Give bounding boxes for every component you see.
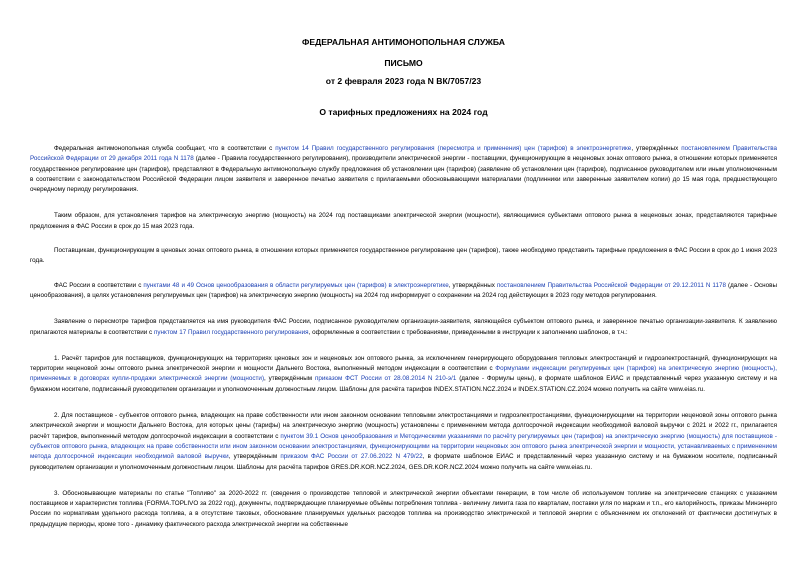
link-resolution-1178-short[interactable]: постановлением Правительства Российской Федерации от 29.12.2011 N 1178 [496,281,726,289]
paragraph-text: , оформленные в соответствии с требованиями, приведенными в инструкции к заполнению шаблонов, в т.ч.: [308,328,628,336]
paragraph-8: 3. Обосновывающие материалы по статье "Топливо" за 2020-2022 гг. (сведения о производстве тепловой и электрической энергии объектами генерации, в том числе об используемом топливе на электрические станциях с указанием поставщиков и характеристик топлива (FORMA.TOPLIVO за 2022 год), документы, подтверждающие планируемые объёмы потребления топлива - величину лимита газа по кварталам, поставки угля по маркам и т.п., его калорийность, приказы Минэнерго России по нормативам удельного расхода топлива, а в отсутствие таковых, обоснование планируемых удельных расходов топлива на производство электрической и тепловой энергии с объяснением их отклонений от фактически достигнутых в предыдущие периоды, кроме того - динамику фактического расхода электрической энергии на собственные [30,489,777,528]
link-fas-order-479[interactable]: приказом ФАС России от 27.06.2022 N 479/22 [280,453,423,461]
paragraph-text: , утверждённым [228,453,281,461]
paragraph-text: Федеральная антимонопольная служба сообщает, что в соответствии с [54,145,276,152]
paragraph-text: Заявление о пересмотре тарифов представляется на имя руководителя ФАС России, подписанное руководителем организации-заявителя, являющейся субъектом оптового рынка, и заверенное печатью организации-заявителя. К заявлению прилагаются материалы в соответствии с [30,318,777,336]
paragraph-text: (далее - Правила государственного регулирования), производители электрической энергии - поставщики, функционирующие в неценовых зонах оптового рынка, в отношении которых применяется государственное регулирование цен (тарифов), представляют в Федеральную антимонопольную службу предложения об установлении цен (тарифов) (заявление об установлении цен (тарифов), подписанное руководителем или иным уполномоченным в соответствии с законодательством Российской Федерации лицом заявителя и заверенное печатью заявителя с прилагаемыми обосновывающими материалами (подлинники или заверенные заявителем копии) до 15 мая года, предшествующего очередному периоду регулирования. [30,155,777,194]
paragraph-text: 2. Для поставщиков - субъектов оптового рынка, владеющих на праве собственности или ином законном основании тепловыми электростанциями и гидроэлектростанциями, функционирующими на территории неценовой зоны оптового рынка электрической энергии и мощности Дальнего Востока, для которых цены (тарифы) на электрическую энергию (мощность) установлены с применением метода долгосрочной индексации необходимой валовой выручки с 2021 и 2022 гг., прилагается расчёт тарифов, выполненный методом долгосрочной индексации в соответствии с [30,412,777,440]
document-type: ПИСЬМО [384,58,423,68]
link-rules-point-14[interactable]: пунктом 14 Правил государственного регулирования (пересмотра и применения) цен (тарифов) в электроэнергетике [275,145,632,152]
paragraph-text: (далее - Формулы цены), в формате шаблонов ЕИАС и представленный через указанную систему и на бумажном носителе, подписанный руководителем организации и уполномоченным должностным лицом. Шаблоны для расчёта тарифов INDEX.STATION.NCZ.2024 и INDEX.STATION.CZ.2024 можно получить на сайте www.eias.ru. [30,375,777,393]
link-resolution-1178[interactable]: постановлением Правительства Российской Федерации от 29 декабря 2011 года N 1178 [30,145,777,163]
link-rules-point-17[interactable]: пунктом 17 Правил государственного регулирования [153,328,309,336]
link-pricing-basics-48-49[interactable]: пунктами 48 и 49 Основ ценообразования в области регулируемых цен (тарифов) в электроэнергетике [143,281,449,289]
document-subject: О тарифных предложениях на 2024 год [319,107,488,117]
paragraph-text: (далее - Основы ценообразования), в целях установления регулируемых цен (тарифов) на электрическую энергию (мощность) на 2024 год информирует о сохранении на 2024 год действующих в 2023 году методов регулирования. [30,281,777,299]
paragraph-3: Поставщикам, функционирующим в ценовых зонах оптового рынка, в отношении которых применяется государственное регулирование цен (тарифов), также необходимо представить тарифные предложения в ФАС России в срок до 1 июня 2023 года. [30,247,777,265]
agency-title: ФЕДЕРАЛЬНАЯ АНТИМОНОПОЛЬНАЯ СЛУЖБА [302,37,505,47]
paragraph-text: , в формате шаблонов ЕИАС и представленный через указанную систему и на бумажном носителе, подписанный руководителем организации и уполномоченным должностным лицом. Шаблоны для расчёта тарифов GRES.DR.KOR.NCZ.2024, GES.DR.KOR.NCZ.2024 можно получить на сайте www.eias.ru. [30,453,777,471]
paragraph-text: , утверждённых [631,145,682,152]
link-fst-order-210[interactable]: приказом ФСТ России от 28.08.2014 N 210-э/1 [314,375,457,383]
link-pricing-basics-39-1[interactable]: пунктом 39.1 Основ ценообразования и Методическими указаниями по расчёту регулируемых цен (тарифов) на электрическую энергию (мощность) для поставщиков - субъектов оптового рынка, владеющих на праве собственности или ином законном основании электростанциями, функционирующими на территории неценовых зон оптового рынка электрической энергии и мощности, устанавливаемых с применением метода долгосрочной индексации необходимой валовой выручки [30,432,777,461]
paragraph-5 [30,317,777,338]
paragraph-text: ФАС России в соответствии с [54,281,144,289]
paragraph-6 [30,354,777,395]
document-body [30,144,777,546]
link-indexation-formulas[interactable]: Формулами индексации регулируемых цен (тарифов) на электрическую энергию (мощность), применяемых в договорах купли-продажи электрической энергии (мощности) [30,365,778,383]
paragraph-text: 1. Расчёт тарифов для поставщиков, функционирующих на территориях ценовых зон и неценовых зон оптового рынка, за исключением генерирующего оборудования тепловых электростанций и гидроэлектростанций, функционирующих на территории неценовой зоны оптового рынка электрической энергии и мощности Дальнего Востока, выполненный методом индексации в соответствии с [30,354,777,373]
document-date-number: от 2 февраля 2023 года N ВК/7057/23 [325,76,482,86]
paragraph-text: , утверждённых [448,281,497,289]
paragraph-4 [30,281,777,302]
paragraph-2: Таким образом, для установления тарифов на электрическую энергию (мощность) на 2024 год поставщиками электрической энергии (мощности), являющимися субъектами оптового рынка в неценовых зонах, представляются тарифные предложения в ФАС России в срок до 15 мая 2023 года. [30,212,777,230]
paragraph-text: , утверждённым [264,375,315,383]
paragraph-1 [30,144,777,195]
paragraph-7 [30,411,777,473]
